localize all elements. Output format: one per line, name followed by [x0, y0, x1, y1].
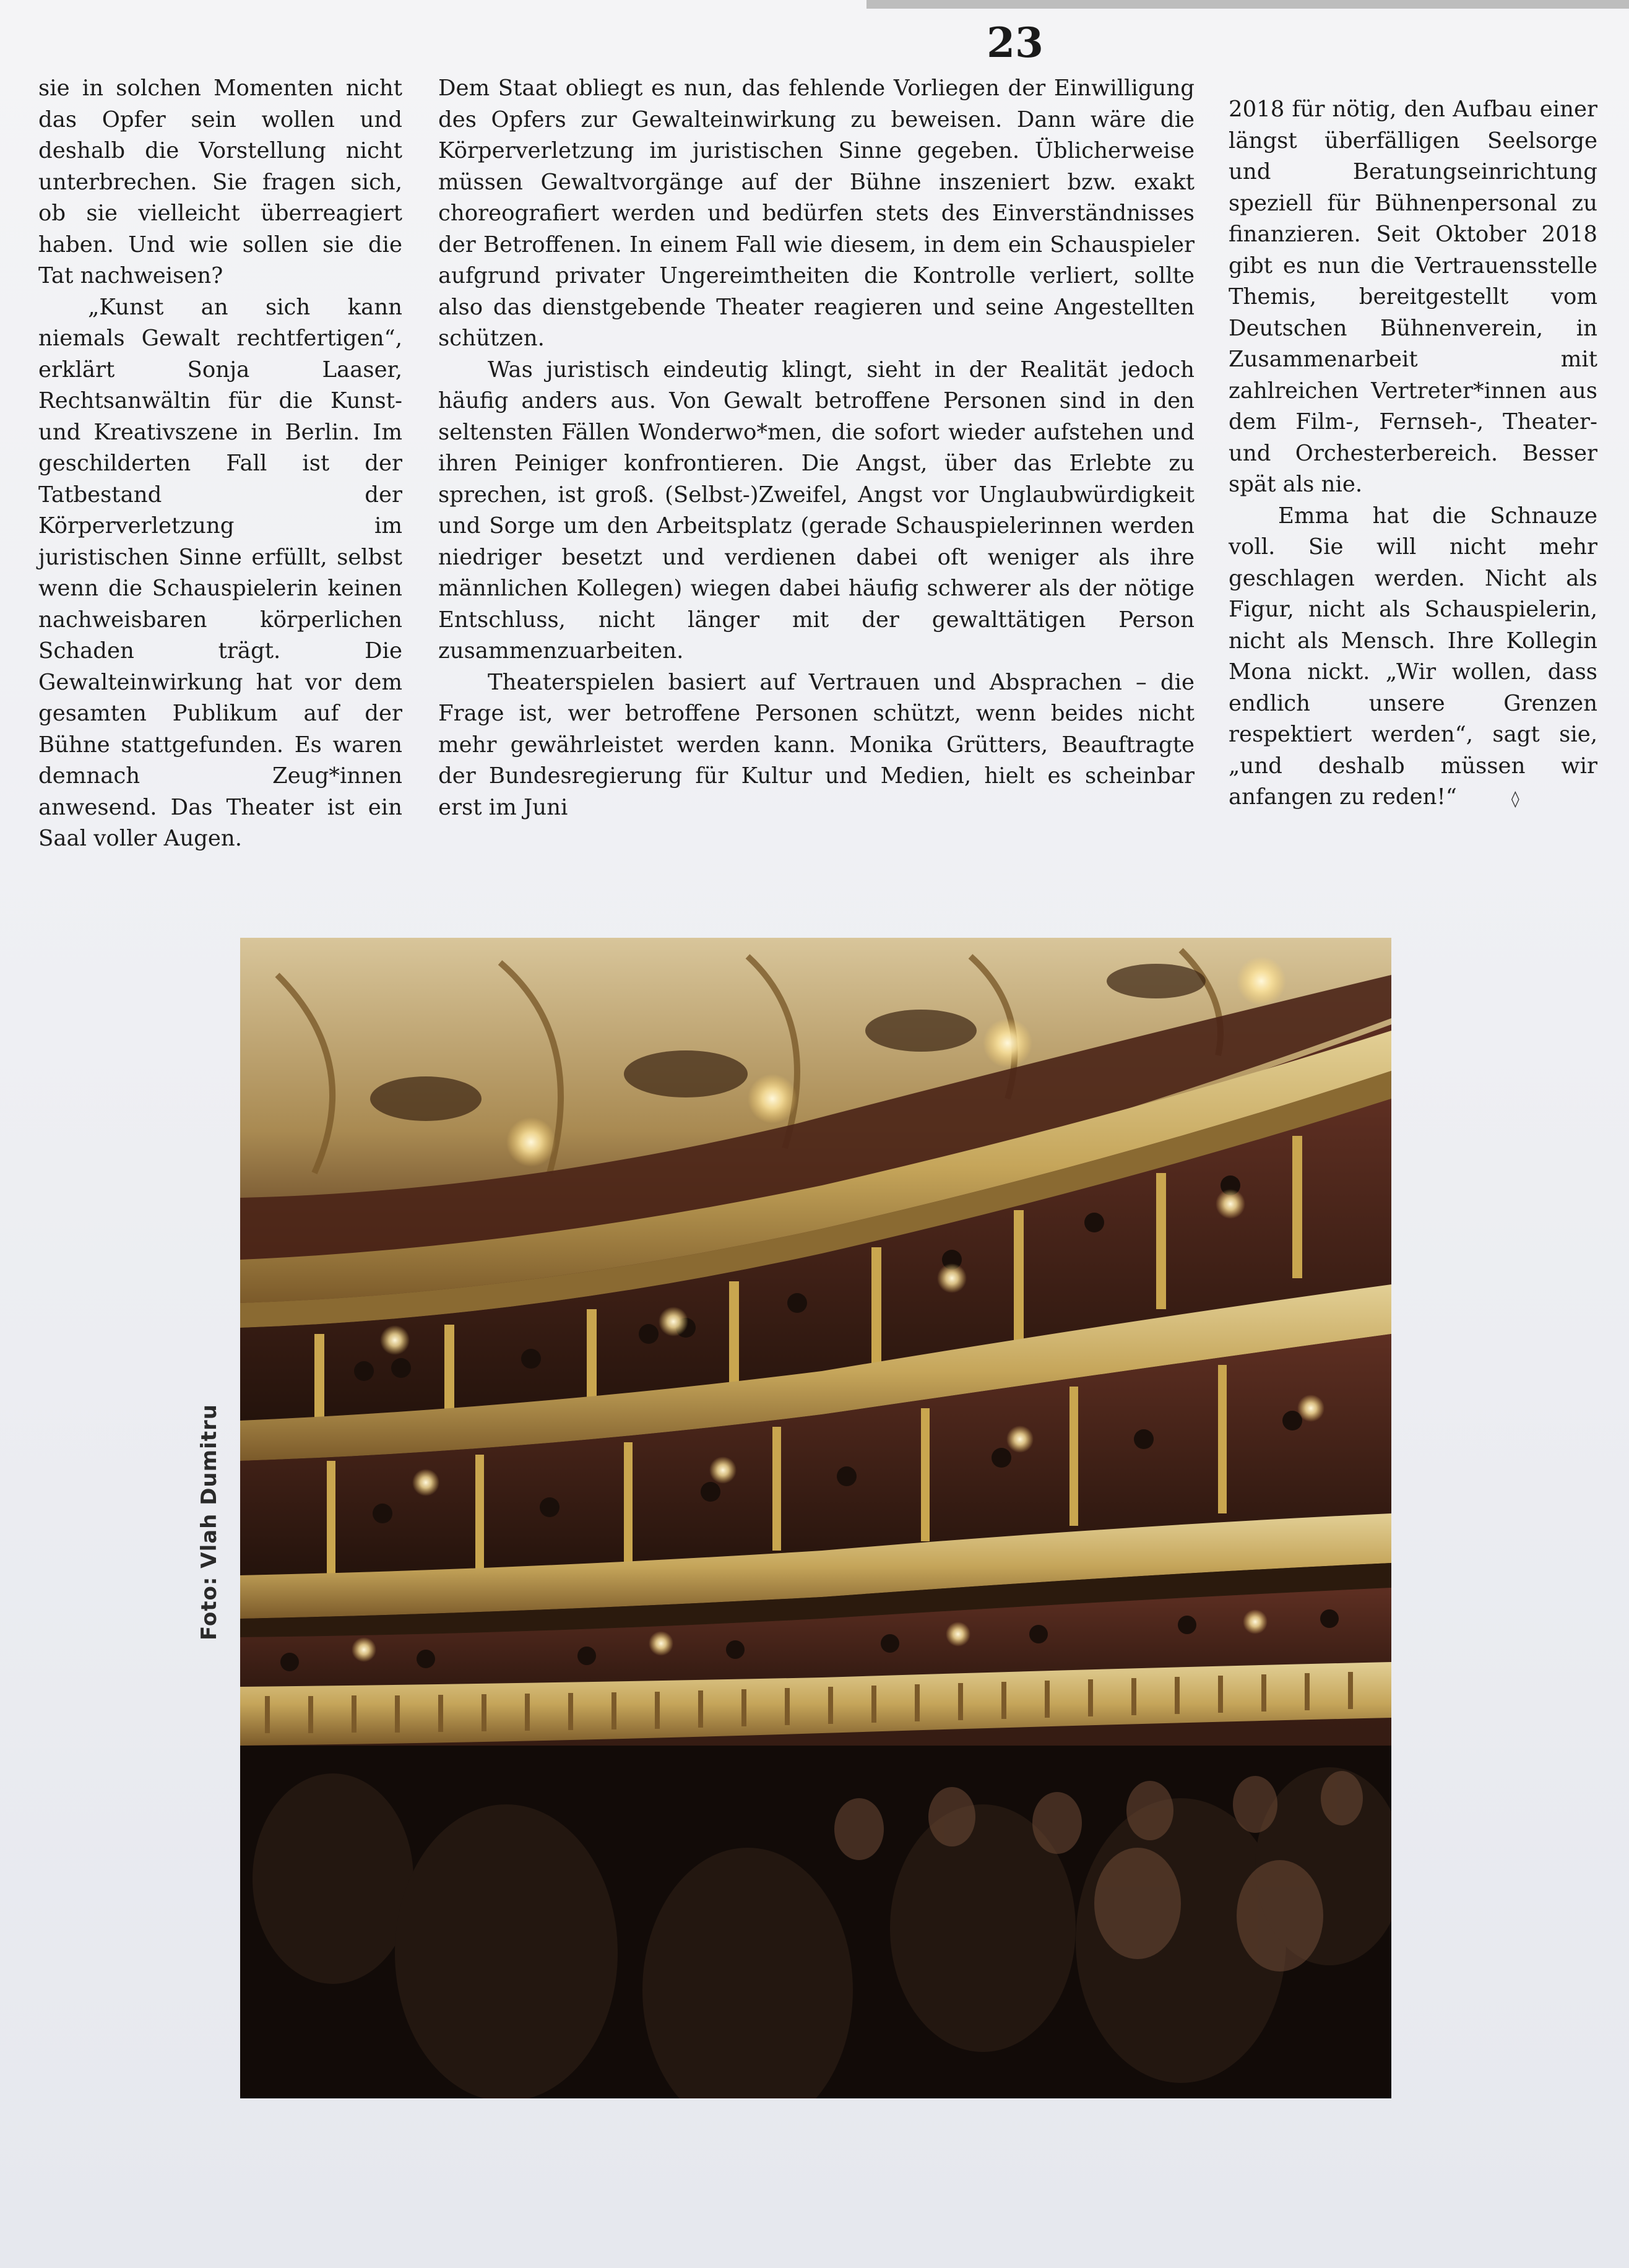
- paragraph: [1229, 501, 1597, 815]
- final-paragraph-text: Emma hat die Schnauze voll. Sie will nicht mehr geschlagen werden. Nicht als Figur, nicht als Schauspielerin, nicht als Mensch. Ihre Kollegin Mona nickt. „Wir wollen, dass endlich unsere Grenzen respektiert werden“, sagt sie, „und deshalb müssen wir anfangen zu reden!“: [1229, 503, 1597, 810]
- paragraph: 2018 für nötig, den Aufbau einer längst überfälligen Seelsorge und Beratungseinrichtung speziell für Bühnenpersonal zu finanzieren. Seit Oktober 2018 gibt es nun die Vertrauensstelle Themis, bereitgestellt vom Deutschen Bühnenverein, in Zusammenarbeit mit zahlreichen Vertreter*innen aus dem Film-, Fernseh-, Theater- und Orchesterbereich. Besser spät als nie.: [1229, 97, 1597, 497]
- diamond-end-mark-icon: ◊: [1511, 790, 1519, 808]
- article-column-1: [38, 73, 402, 855]
- page-edge-shadow: [866, 0, 1629, 9]
- photo-credit: Foto: Vlah Dumitru: [197, 1404, 222, 1640]
- article-column-2: [438, 73, 1195, 823]
- page-number: 23: [987, 19, 1044, 67]
- article-column-3: [1229, 94, 1597, 815]
- paragraph: Dem Staat obliegt es nun, das fehlende Vorliegen der Einwilligung des Opfers zur Gewalteinwirkung zu beweisen. Dann wäre die Körperverletzung im juristischen Sinne gegeben. Üblicherweise müssen Gewaltvorgänge auf der Bühne inszeniert bzw. exakt choreografiert werden und bedürfen stets des Einverständnisses der Betroffenen. In einem Fall wie diesem, in dem ein Schauspieler aufgrund privater Ungereimtheiten die Kontrolle verliert, sollte also das dienstgebende Theater reagieren und seine Angestellten schützen.: [438, 76, 1195, 351]
- opera-house-audience-photo: [240, 938, 1391, 2098]
- paragraph: sie in solchen Momenten nicht das Opfer sein wollen und deshalb die Vorstellung nicht unterbrechen. Sie fragen sich, ob sie vielleicht überreagiert haben. Und wie sollen sie die Tat nachweisen?: [38, 76, 402, 288]
- theater-illustration: [240, 938, 1391, 2098]
- paragraph: „Kunst an sich kann niemals Gewalt rechtfertigen“, erklärt Sonja Laaser, Rechtsanwältin für die Kunst- und Kreativszene in Berlin. Im geschilderten Fall ist der Tatbestand der Körperverletzung im juristischen Sinne erfüllt, selbst wenn die Schauspielerin keinen nachweisbaren körperlichen Schaden trägt. Die Gewalteinwirkung hat vor dem gesamten Publikum auf der Bühne stattgefunden. Es waren demnach Zeug*innen anwesend. Das Theater ist ein Saal voller Augen.: [38, 294, 402, 851]
- paragraph: Theaterspielen basiert auf Vertrauen und Absprachen – die Frage ist, wer betroffene Personen schützt, wenn beides nicht mehr gewährleistet werden kann. Monika Grütters, Beauftragte der Bundesregierung für Kultur und Medien, hielt es scheinbar erst im Juni: [438, 669, 1195, 820]
- paragraph: Was juristisch eindeutig klingt, sieht in der Realität jedoch häufig anders aus. Von Gewalt betroffene Personen sind in den seltensten Fällen Wonderwo*men, die sofort wieder aufstehen und ihren Peiniger konfrontieren. Die Angst, über das Erlebte zu sprechen, ist groß. (Selbst-)Zweifel, Angst vor Unglaubwürdigkeit und Sorge um den Arbeitsplatz (gerade Schauspielerinnen werden niedriger besetzt und verdienen dabei oft weniger als ihre männlichen Kollegen) wiegen dabei häufig schwerer als der nötige Entschluss, nicht länger mit der gewalttätigen Person zusammenzuarbeiten.: [438, 357, 1195, 664]
